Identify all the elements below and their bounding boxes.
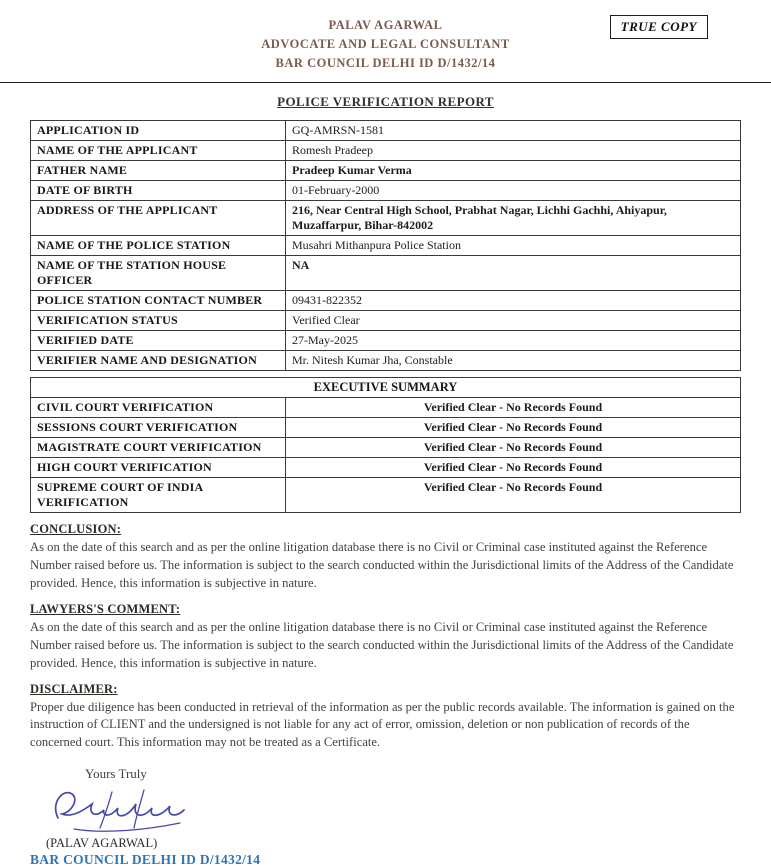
field-value: NA [286, 256, 741, 291]
table-row [31, 201, 741, 236]
footer-bar-council-id: BAR COUNCIL DELHI ID D/1432/14 [30, 852, 261, 868]
header-divider [0, 82, 771, 83]
verification-result: Verified Clear - No Records Found [286, 398, 741, 418]
field-label: DATE OF BIRTH [31, 181, 286, 201]
table-row [31, 418, 741, 438]
verification-result: Verified Clear - No Records Found [286, 418, 741, 438]
closing-block [30, 766, 741, 868]
table-row [31, 181, 741, 201]
field-label: ADDRESS OF THE APPLICANT [31, 201, 286, 236]
verification-label: SUPREME COURT OF INDIA VERIFICATION [31, 478, 286, 513]
table-row [31, 478, 741, 513]
advocate-subtitle: ADVOCATE AND LEGAL CONSULTANT [261, 36, 510, 51]
table-row [31, 236, 741, 256]
field-value: 09431-822352 [286, 291, 741, 311]
handwritten-signature-icon [48, 784, 198, 836]
verification-label: MAGISTRATE COURT VERIFICATION [31, 438, 286, 458]
true-copy-label: TRUE COPY [620, 19, 697, 34]
advocate-bar-id: BAR COUNCIL DELHI ID D/1432/14 [275, 55, 496, 70]
table-row [31, 351, 741, 371]
table-row [31, 331, 741, 351]
table-row [31, 121, 741, 141]
table-header-row [31, 378, 741, 398]
report-title [30, 94, 741, 110]
table-row [31, 256, 741, 291]
table-row [31, 458, 741, 478]
table-row [31, 161, 741, 181]
field-label: APPLICATION ID [31, 121, 286, 141]
field-value: Verified Clear [286, 311, 741, 331]
executive-summary-table [30, 377, 741, 513]
table-row [31, 291, 741, 311]
section-conclusion [30, 522, 741, 593]
field-value: Mr. Nitesh Kumar Jha, Constable [286, 351, 741, 371]
advocate-name: PALAV AGARWAL [328, 18, 443, 32]
section-lawyers-comment [30, 602, 741, 673]
field-label: VERIFICATION STATUS [31, 311, 286, 331]
verification-label: CIVIL COURT VERIFICATION [31, 398, 286, 418]
field-label: NAME OF THE STATION HOUSE OFFICER [31, 256, 286, 291]
signature-image [48, 784, 741, 836]
table-row [31, 141, 741, 161]
field-label: VERIFIER NAME AND DESIGNATION [31, 351, 286, 371]
field-label: VERIFIED DATE [31, 331, 286, 351]
field-label: FATHER NAME [31, 161, 286, 181]
field-label: NAME OF THE APPLICANT [31, 141, 286, 161]
salutation: Yours Truly [85, 766, 147, 782]
field-value: Pradeep Kumar Verma [286, 161, 741, 181]
applicant-details-table [30, 120, 741, 371]
section-heading: LAWYERS'S COMMENT: [30, 601, 181, 616]
field-value: GQ-AMRSN-1581 [286, 121, 741, 141]
field-value: 01-February-2000 [286, 181, 741, 201]
section-body: As on the date of this search and as per the online litigation database there is no Civil or Criminal case instituted against the Reference Number raised before us. The information is subject to the search conducted within the Jurisdictional limits of the Address of the Candidate provided. Hence, this information is subjective in nature. [30, 540, 734, 590]
verification-result: Verified Clear - No Records Found [286, 438, 741, 458]
table-row [31, 311, 741, 331]
field-value: 216, Near Central High School, Prabhat Nagar, Lichhi Gachhi, Ahiyapur, Muzaffarpur, Bihar-842002 [286, 201, 741, 236]
section-disclaimer [30, 682, 741, 753]
signatory-name: (PALAV AGARWAL) [46, 836, 158, 851]
report-title-text: POLICE VERIFICATION REPORT [277, 94, 494, 110]
field-value: Musahri Mithanpura Police Station [286, 236, 741, 256]
field-value: Romesh Pradeep [286, 141, 741, 161]
table-row [31, 398, 741, 418]
field-label: NAME OF THE POLICE STATION [31, 236, 286, 256]
true-copy-stamp [610, 15, 708, 39]
table-row [31, 438, 741, 458]
section-body: As on the date of this search and as per the online litigation database there is no Civil or Criminal case instituted against the Reference Number raised before us. The information is subject to the search conducted within the Jurisdictional limits of the Address of the Candidate provided. Hence, this information is subjective in nature. [30, 619, 734, 670]
executive-summary-title: EXECUTIVE SUMMARY [31, 378, 741, 398]
section-heading: CONCLUSION: [30, 522, 122, 537]
verification-result: Verified Clear - No Records Found [286, 478, 741, 513]
verification-label: HIGH COURT VERIFICATION [31, 458, 286, 478]
verification-label: SESSIONS COURT VERIFICATION [31, 418, 286, 438]
field-value: 27-May-2025 [286, 331, 741, 351]
section-body: Proper due diligence has been conducted in retrieval of the information as per the public records available. The information is gained on the instruction of CLIENT and the undersigned is not liable for any act of error, omission, deletion or non publication of records of the concerned court. This information may not be treated as a Certificate. [30, 699, 735, 750]
field-label: POLICE STATION CONTACT NUMBER [31, 291, 286, 311]
section-heading: DISCLAIMER: [30, 681, 118, 696]
verification-result: Verified Clear - No Records Found [286, 458, 741, 478]
